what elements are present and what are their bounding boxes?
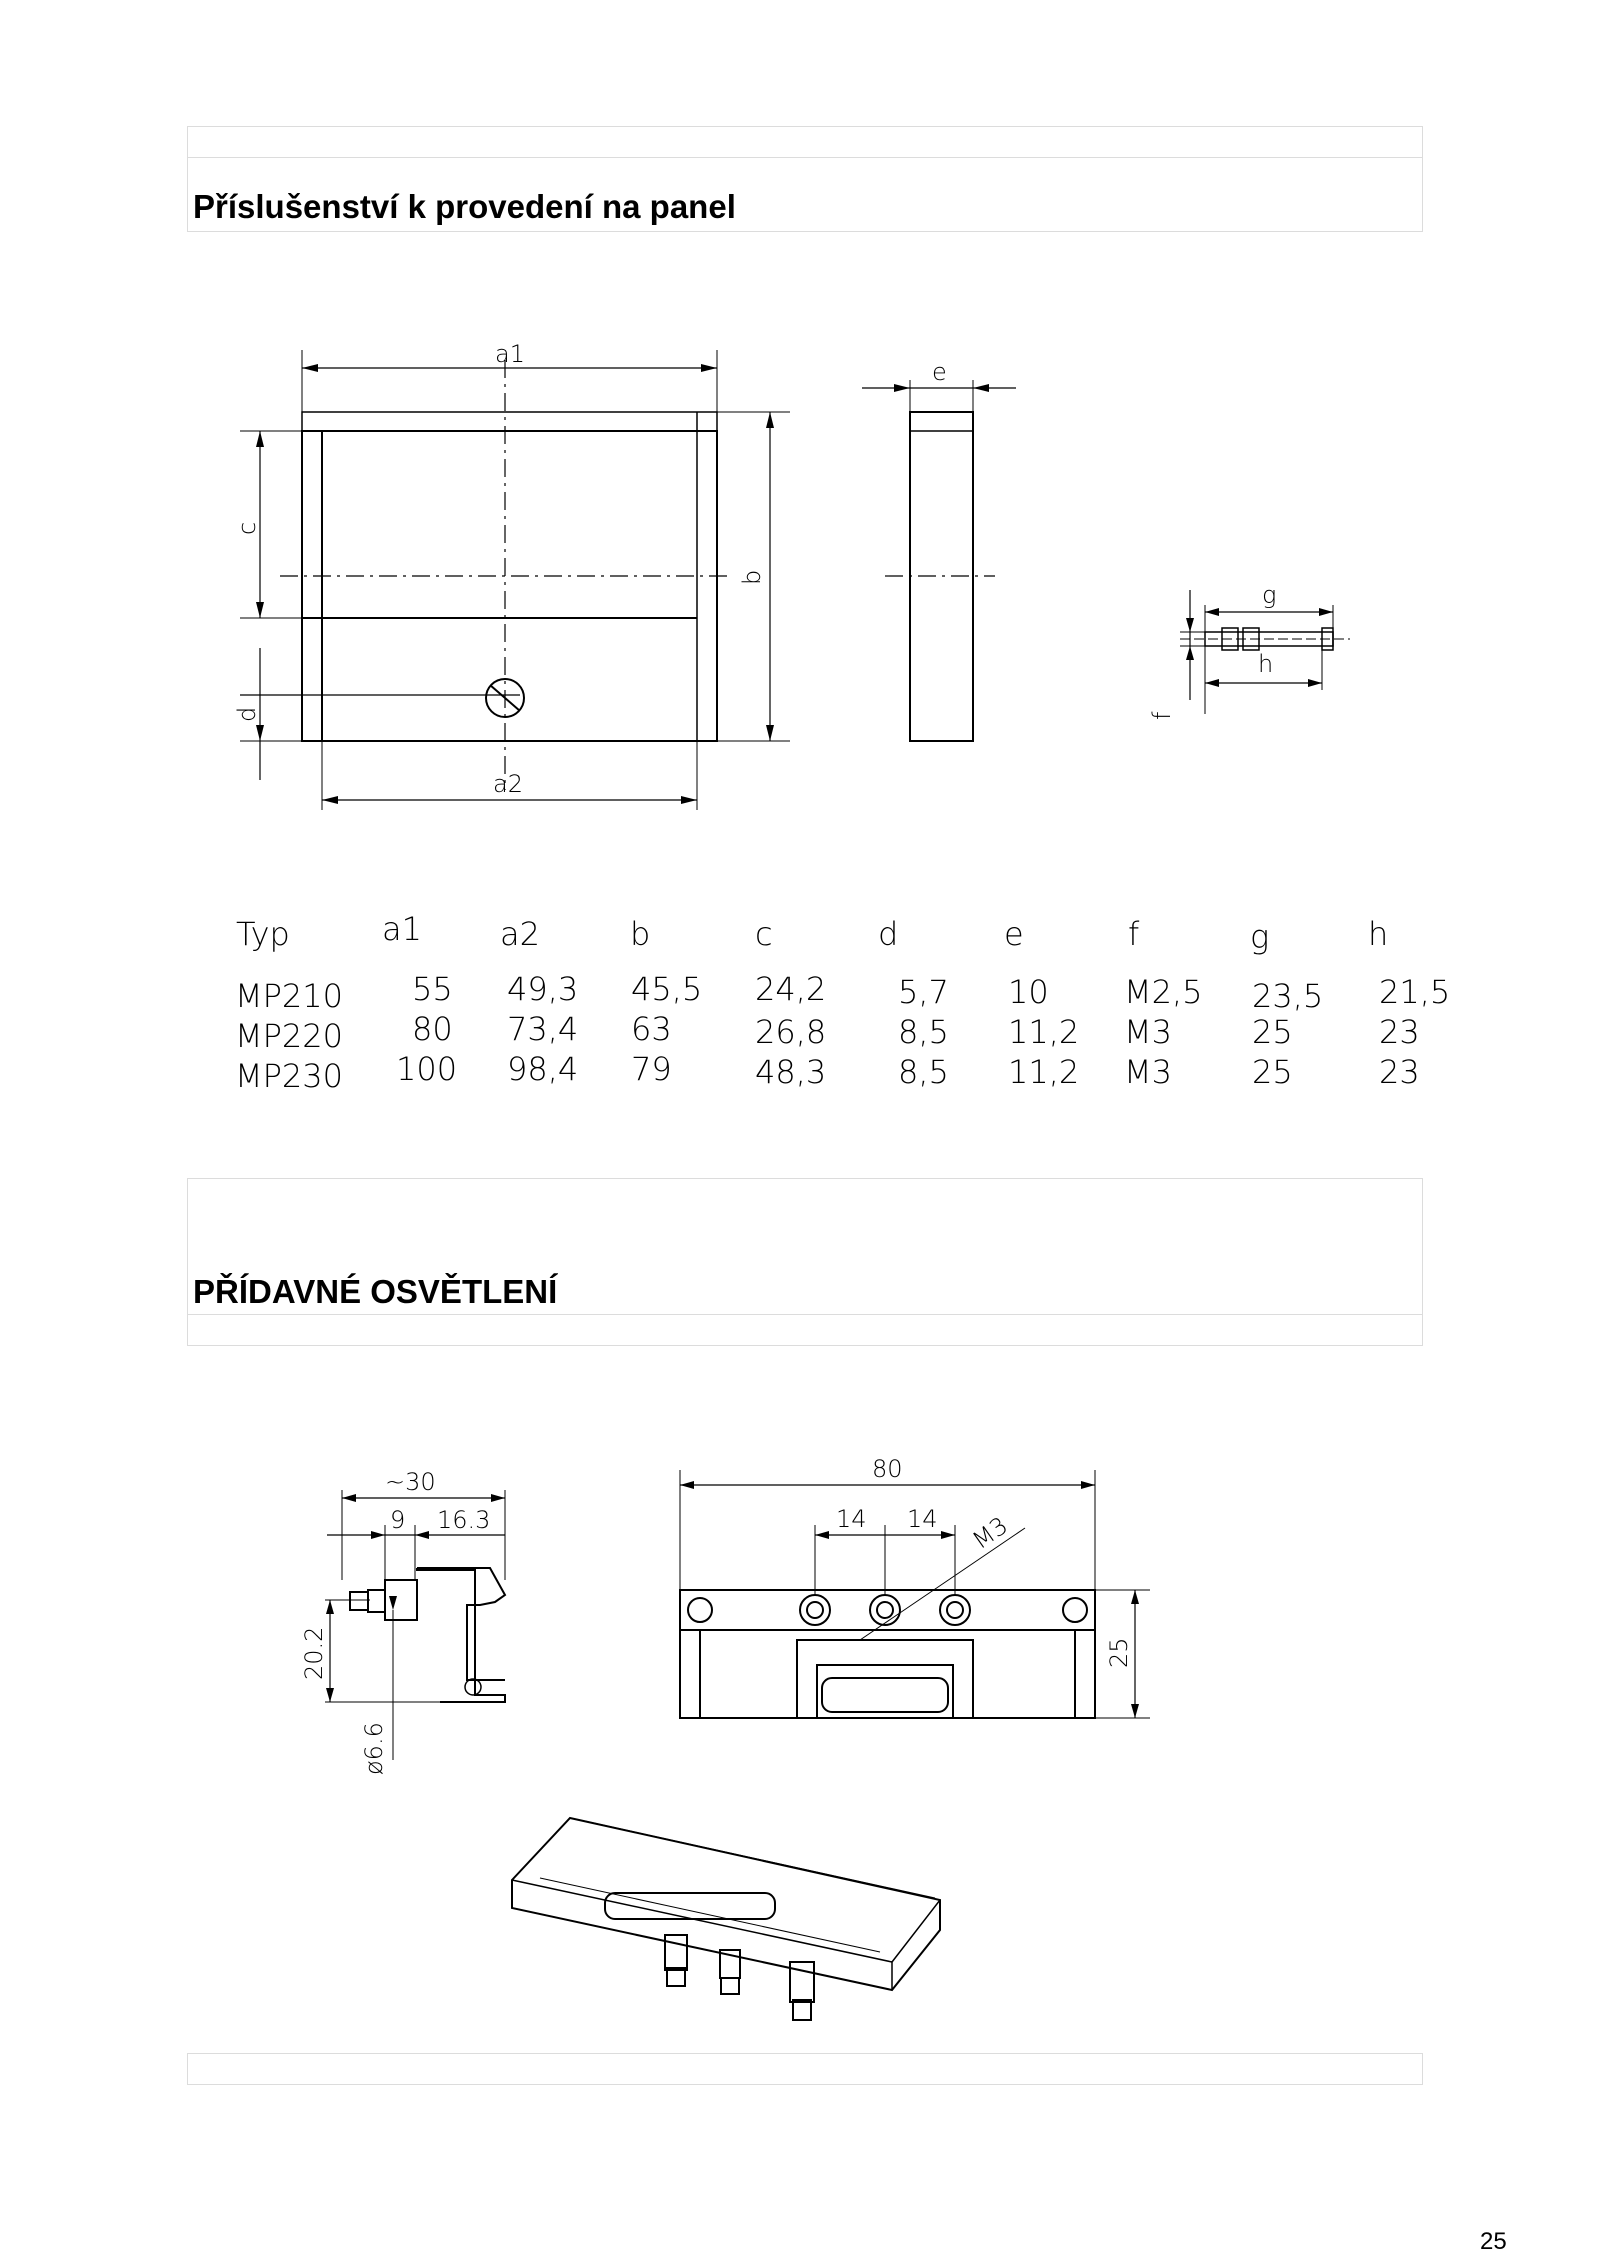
table-header-a1: a1 <box>382 910 422 948</box>
dim-label-front-height: 25 <box>1105 1637 1133 1668</box>
dim-label-diameter: ø6.6 <box>360 1722 388 1775</box>
table-cell: 63 <box>631 1010 672 1048</box>
table-cell: 80 <box>412 1010 453 1048</box>
table-cell: 55 <box>412 970 453 1008</box>
table-cell: 24,2 <box>755 970 827 1008</box>
dim-label-g: g <box>1262 581 1277 609</box>
table-cell: MP230 <box>235 1057 343 1095</box>
table-cell: 11,2 <box>1008 1053 1080 1091</box>
dim-label-spacing-right: 14 <box>907 1505 938 1533</box>
table-header-c: c <box>755 915 773 953</box>
table-cell: M3 <box>1124 1013 1172 1051</box>
table-cell: 79 <box>631 1050 672 1088</box>
table-header-typ: Typ <box>236 915 290 953</box>
table-cell: 26,8 <box>755 1013 827 1051</box>
table-header-a2: a2 <box>500 915 540 953</box>
dim-label-c: c <box>233 521 261 535</box>
table-cell: 21,5 <box>1379 973 1451 1011</box>
section1-title: Příslušenství k provedení na panel <box>193 188 736 225</box>
table-cell: 10 <box>1008 973 1049 1011</box>
section2-title: PŘÍDAVNÉ OSVĚTLENÍ <box>193 1273 558 1310</box>
table-header-b: b <box>630 915 651 953</box>
table-header-e: e <box>1004 915 1024 953</box>
table-cell: MP210 <box>235 977 343 1015</box>
table-cell: MP220 <box>235 1017 343 1055</box>
table-header-h: h <box>1368 915 1389 953</box>
dim-label-side-height: 20.2 <box>300 1626 328 1680</box>
table-cell: 23 <box>1379 1013 1420 1051</box>
table-cell: 25 <box>1252 1013 1293 1051</box>
dim-label-width: ~30 <box>385 1468 436 1496</box>
dim-label-length: 80 <box>872 1455 903 1483</box>
dim-label-small: 9 <box>390 1506 406 1534</box>
table-cell: 98,4 <box>507 1050 579 1088</box>
dim-label-a1: a1 <box>495 340 525 368</box>
dim-label-thread: M3 <box>967 1511 1013 1555</box>
dim-label-a2: a2 <box>493 770 523 798</box>
table-cell: 11,2 <box>1008 1013 1080 1051</box>
table-header-d: d <box>878 915 899 953</box>
table-cell: M2,5 <box>1124 973 1203 1011</box>
table-header-f: f <box>1128 915 1140 953</box>
table-cell: 8,5 <box>898 1053 949 1091</box>
table-cell: 49,3 <box>507 970 579 1008</box>
table-header-g: g <box>1250 918 1270 956</box>
table-cell: 8,5 <box>898 1013 949 1051</box>
table-cell: 45,5 <box>631 970 703 1008</box>
dim-label-e: e <box>932 358 947 386</box>
table-cell: 73,4 <box>507 1010 579 1048</box>
table-cell: M3 <box>1124 1053 1172 1091</box>
dim-label-d: d <box>233 706 261 722</box>
table-cell: 5,7 <box>898 973 949 1011</box>
table-cell: 100 <box>396 1050 458 1088</box>
dim-label-b: b <box>738 569 766 585</box>
table-cell: 23,5 <box>1252 977 1324 1015</box>
dim-label-spacing-left: 14 <box>836 1505 867 1533</box>
page-number: 25 <box>1480 2228 1507 2255</box>
table-cell: 48,3 <box>755 1053 827 1091</box>
bottom-frame <box>187 2053 1423 2085</box>
table-cell: 23 <box>1379 1053 1420 1091</box>
dim-label-f: f <box>1148 711 1176 720</box>
dim-label-h: h <box>1258 650 1274 678</box>
dim-label-offset: 16.3 <box>437 1506 491 1534</box>
table-cell: 25 <box>1252 1053 1293 1091</box>
